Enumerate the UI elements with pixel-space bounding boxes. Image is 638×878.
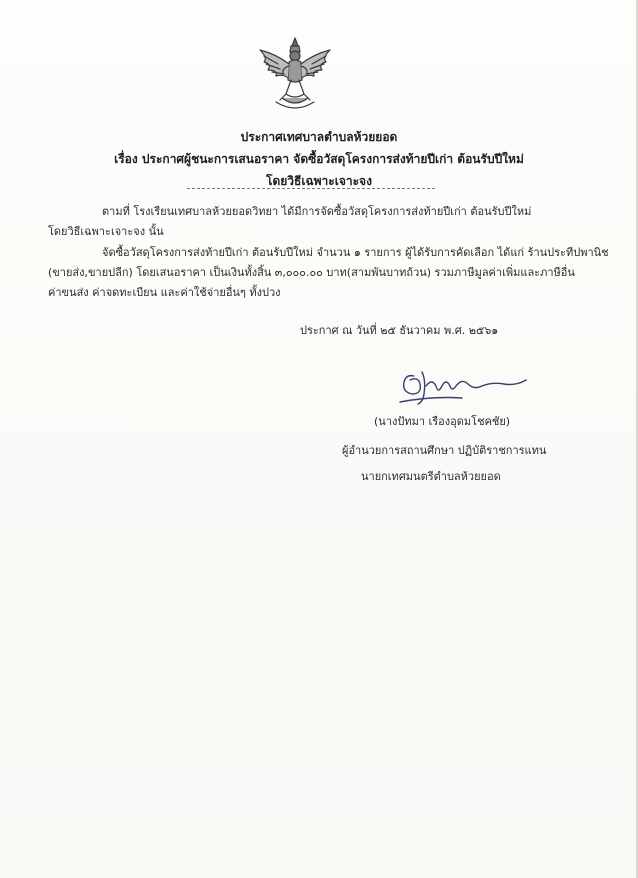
announcement-title: ประกาศเทศบาลตำบลห้วยยอด bbox=[240, 130, 398, 144]
body-paragraph-line: โดยวิธีเฉพาะเจาะจง นั้น bbox=[48, 225, 164, 238]
body-paragraph-line: ค่าขนส่ง ค่าจดทะเบียน และค่าใช้จ่ายอื่นๆ ทั้งปวง bbox=[48, 286, 281, 299]
body-paragraph-line: (ขายส่ง,ขายปลีก) โดยเสนอราคา เป็นเงินทั้งสิ้น ๓,๐๐๐.๐๐ บาท(สามพันบาทถ้วน) รวมภาษีมูลค่าเพิ่มและภาษีอื่น bbox=[48, 266, 575, 279]
handwritten-signature bbox=[392, 368, 530, 410]
dashed-divider bbox=[187, 188, 435, 189]
announcement-date: ประกาศ ณ วันที่ ๒๕ ธันวาคม พ.ศ. ๒๕๖๑ bbox=[300, 324, 499, 337]
body-paragraph-line: ตามที่ โรงเรียนเทศบาลห้วยยอดวิทยา ได้มีการจัดซื้อวัสดุโครงการส่งท้ายปีเก่า ต้อนรับปีใหม่ bbox=[102, 205, 532, 218]
body-paragraph-line: จัดซื้อวัสดุโครงการส่งท้ายปีเก่า ต้อนรับปีใหม่ จำนวน ๑ รายการ ผู้ได้รับการคัดเลือก ได้แก่ ร้านประทีปพานิช bbox=[102, 246, 609, 259]
garuda-emblem-icon bbox=[252, 36, 338, 114]
signatory-position-secondary: นายกเทศมนตรีตำบลห้วยยอด bbox=[361, 470, 501, 483]
announcement-method: โดยวิธีเฉพาะเจาะจง bbox=[266, 174, 372, 188]
announcement-subject: เรื่อง ประกาศผู้ชนะการเสนอราคา จัดซื้อวัสดุโครงการส่งท้ายปีเก่า ต้อนรับปีใหม่ bbox=[114, 152, 524, 166]
signatory-name: (นางปัทมา เรืองอุดมโชคชัย) bbox=[374, 415, 511, 428]
signatory-position: ผู้อำนวยการสถานศึกษา ปฏิบัติราชการแทน bbox=[342, 444, 547, 457]
